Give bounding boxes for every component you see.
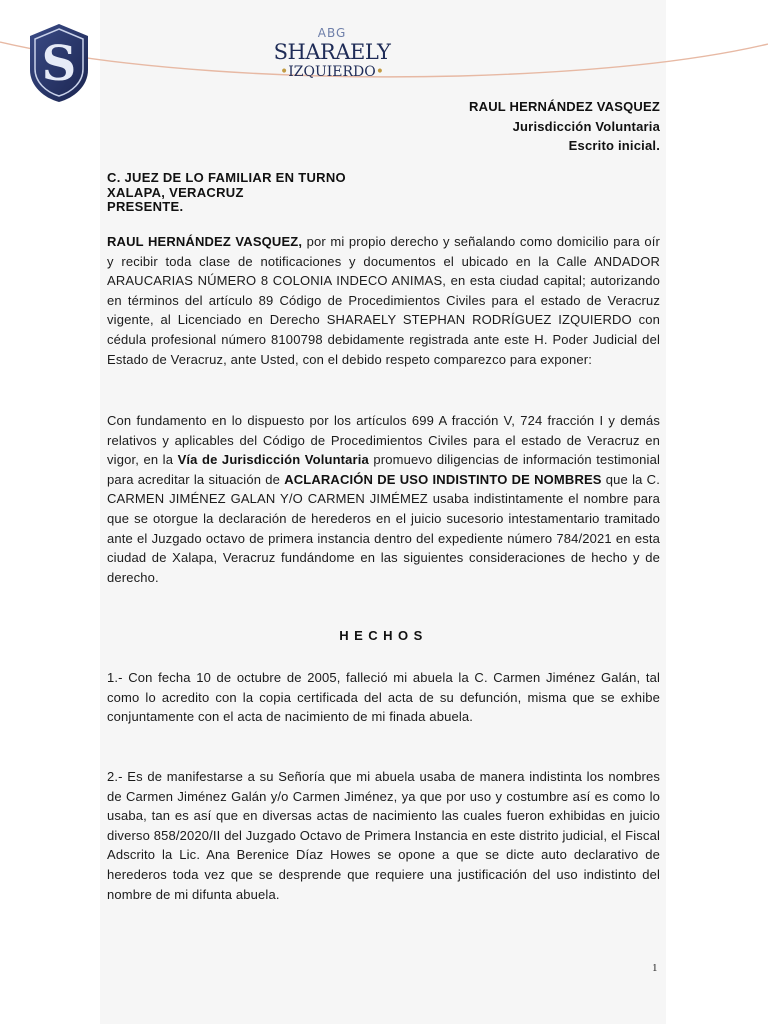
logo-dot-left: • xyxy=(279,64,289,80)
addressee-block xyxy=(107,171,346,215)
addressee-line-1: C. JUEZ DE LO FAMILIAR EN TURNO xyxy=(107,170,346,185)
logo-surname-line xyxy=(268,64,396,80)
hecho-1-paragraph: 1.- Con fecha 10 de octubre de 2005, falleció mi abuela la C. Carmen Jiménez Galán, tal como lo acredito con la copia certificada del acta de su defunción, misma que se exhibe conjuntamente con el acta de nacimiento de mi finada abuela. xyxy=(107,670,660,725)
fundamento-text-1: Con fundamento en lo dispuesto por los artículos 699 A fracción V, 724 fracción I y demás relativos y aplicables del Código de Procedimientos Civiles para el estado de Veracruz en vigor, en la xyxy=(107,413,660,468)
intro-bold-name: RAUL HERNÁNDEZ VASQUEZ, xyxy=(107,234,303,249)
logo-dot-right: • xyxy=(375,64,385,80)
logo-surname: IZQUIERDO xyxy=(288,64,376,80)
logo-title-prefix: ABG xyxy=(317,26,347,40)
intro-paragraph xyxy=(107,232,660,369)
intro-text: por mi propio derecho y señalando como domicilio para oír y recibir toda clase de notificaciones y documentos el ubicado en la Calle ANDADOR ARAUCARIAS NÚMERO 8 COLONIA INDECO ANIMAS, en esta ciudad capital; autorizando en términos del artículo 89 Código de Procedimientos Civiles para el estado de Veracruz vigente, al Licenciado en Derecho SHARAELY STEPHAN RODRÍGUEZ IZQUIERDO con cédula profesional número 8100798 debidamente registrada ante este H. Poder Judicial del Estado de Veracruz, ante Usted, con el debido respeto comparezco para exponer: xyxy=(107,234,660,367)
addressee-line-3: PRESENTE. xyxy=(107,199,184,214)
fundamento-bold-1: Vía de Jurisdicción Voluntaria xyxy=(177,452,369,468)
fundamento-paragraph xyxy=(107,411,660,587)
logo-name: SHARAELY xyxy=(273,40,391,64)
hecho-2-paragraph: 2.- Es de manifestarse a su Señoría que mi abuela usaba de manera indistinta los nombres de Carmen Jiménez Galán y/o Carmen Jiménez, ya que por uso y costumbre así es como lo usaba, tan es así que en diversas actas de nacimiento las cuales fueron exhibidas en juicio diverso 858/2020/II del Juzgado Octavo de Primera Instancia en este distrito judicial, el Fiscal Adscrito la Lic. Ana Berenice Díaz Howes se opone a que se dicte auto declarativo de herederos toda vez que se desprende que requiere una justificación del uso indistinto del nombre de mi difunta abuela. xyxy=(107,769,660,902)
logo-icon xyxy=(28,22,90,104)
addressee-line-2: XALAPA, VERACRUZ xyxy=(107,184,244,200)
fundamento-text-3: que la C. CARMEN JIMÉNEZ GALAN Y/O CARMEN JIMÉMEZ usaba indistintamente el nombre para que se otorgue la declaración de herederos en el juicio sucesorio intestamentario tramitado ante el Juzgado octavo de primera instancia dentro del expediente número 784/2021 en esta ciudad de Xalapa, Veracruz fundándome en las siguientes consideraciones de hecho y de derecho. xyxy=(107,471,660,585)
case-document-type: Escrito inicial. xyxy=(568,138,660,153)
page-number: 1 xyxy=(652,962,658,974)
svg-text:S: S xyxy=(41,36,77,92)
fundamento-text-2: promuevo diligencias de información testimonial para acreditar la situación de xyxy=(107,452,660,487)
fundamento-bold-2: ACLARACIÓN DE USO INDISTINTO DE NOMBRES xyxy=(284,471,602,487)
case-header xyxy=(469,97,660,156)
section-title-hechos: HECHOS xyxy=(339,628,428,643)
case-party: RAUL HERNÁNDEZ VASQUEZ xyxy=(469,99,660,114)
letterhead-text xyxy=(268,26,396,80)
case-proceeding: Jurisdicción Voluntaria xyxy=(512,118,660,134)
